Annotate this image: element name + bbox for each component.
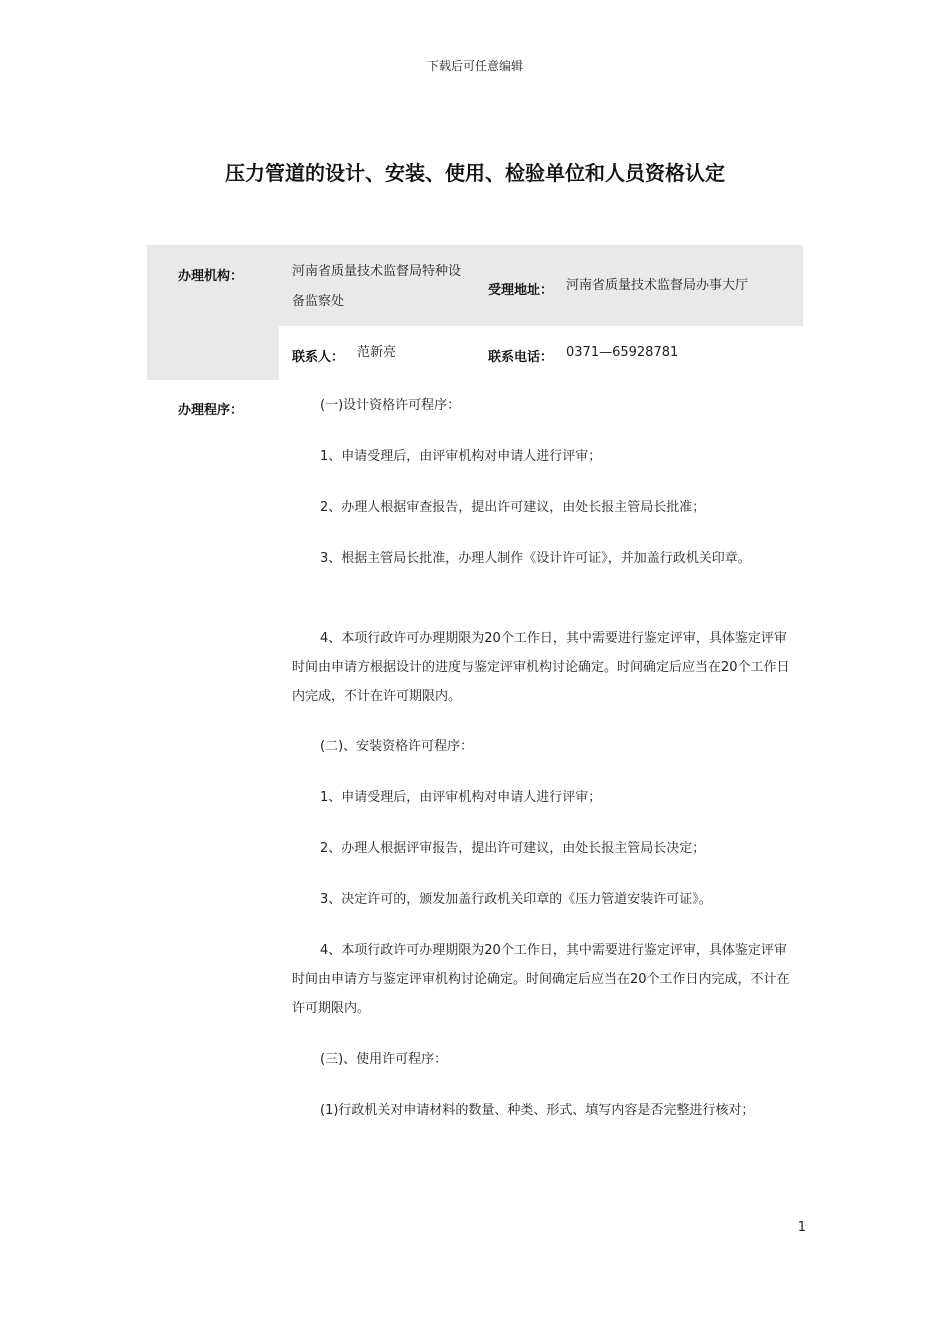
phone-label: 联系电话： (488, 350, 554, 365)
procedure-paragraph: 4、本项行政许可办理期限为20个工作日，其中需要进行鉴定评审，具体鉴定评审时间由申请方根据设计的进度与鉴定评审机构讨论确定。时间确定后应当在20个工作日内完成，不计在许可期限内。 (292, 631, 790, 704)
procedure-label: 办理程序： (178, 403, 244, 418)
procedure-paragraph: 2、办理人根据评审报告，提出许可建议，由处长报主管局长决定； (320, 841, 706, 856)
procedure-paragraph: 4、本项行政许可办理期限为20个工作日，其中需要进行鉴定评审，具体鉴定评审时间由申请方与鉴定评审机构讨论确定。时间确定后应当在20个工作日内完成，不计在许可期限内。 (292, 943, 790, 1016)
header-note: 下载后可任意编辑 (426, 59, 523, 73)
procedure-paragraph: 2、办理人根据审查报告，提出许可建议，由处长报主管局长批准； (320, 500, 706, 515)
contact-label: 联系人： (292, 350, 345, 365)
agency-value: 河南省质量技术监督局特种设备监察处 (292, 264, 462, 309)
procedure-paragraph: 3、根据主管局长批准，办理人制作《设计许可证》，并加盖行政机关印章。 (320, 551, 751, 566)
page-number: 1 (797, 1220, 806, 1235)
address-label: 受理地址： (488, 283, 554, 298)
procedure-paragraph: (三)、使用许可程序： (320, 1052, 448, 1067)
procedure-paragraph: (一)设计资格许可程序： (320, 398, 461, 413)
document-title: 压力管道的设计、安装、使用、检验单位和人员资格认定 (225, 161, 725, 185)
procedure-paragraph: 1、申请受理后，由评审机构对申请人进行评审； (320, 790, 602, 805)
phone-value: 0371—65928781 (566, 345, 679, 360)
procedure-paragraph: 3、决定许可的，颁发加盖行政机关印章的《压力管道安装许可证》。 (320, 892, 712, 907)
procedure-paragraph: 1、申请受理后，由评审机构对申请人进行评审； (320, 449, 602, 464)
contact-value: 范新亮 (357, 345, 397, 360)
address-value: 河南省质量技术监督局办事大厅 (566, 278, 749, 293)
procedure-paragraph: (1)行政机关对申请材料的数量、种类、形式、填写内容是否完整进行核对； (320, 1103, 755, 1118)
procedure-paragraph: (二)、安装资格许可程序： (320, 739, 474, 754)
agency-label: 办理机构： (178, 269, 244, 284)
